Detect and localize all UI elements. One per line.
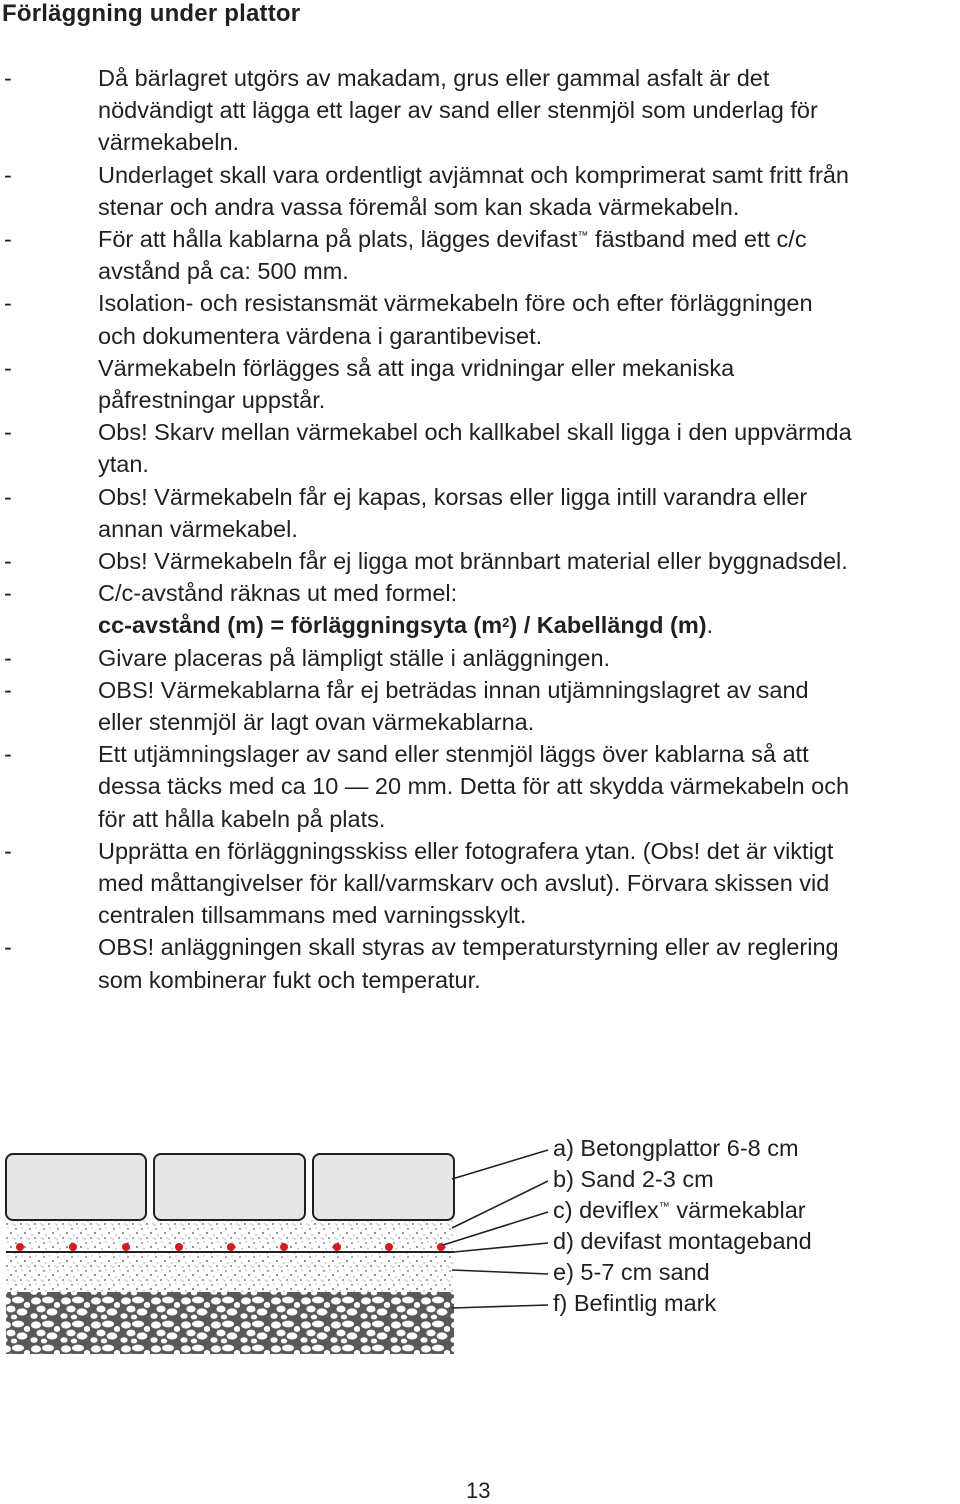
leader-line: [452, 1150, 548, 1179]
item-text-segment: fästband med ett c/c: [588, 226, 807, 253]
bullet-dash: -: [4, 65, 12, 91]
leader-line: [443, 1212, 548, 1245]
item-text: annan värmekabel.: [98, 515, 298, 542]
formula-text: cc-avstånd (m) = förläggningsyta (m: [98, 612, 503, 639]
leader-line: [452, 1305, 548, 1308]
heating-cable: [385, 1243, 393, 1251]
heating-cable: [227, 1243, 235, 1251]
item-text: värmekabeln.: [98, 129, 240, 156]
heating-cable: [122, 1243, 130, 1251]
heating-cable: [16, 1243, 24, 1251]
item-text: Obs! Värmekabeln får ej ligga mot brännbart material eller byggnadsdel.: [98, 548, 848, 575]
item-text-segment: För att hålla kablarna på plats, lägges devifast: [98, 226, 578, 253]
item-text: avstånd på ca: 500 mm.: [98, 258, 349, 285]
item-text: Givare placeras på lämpligt ställe i anläggningen.: [98, 644, 611, 671]
list-item: [0, 159, 960, 223]
list-item: [0, 287, 960, 351]
item-text: påfrestningar uppstår.: [98, 387, 326, 414]
bullet-dash: -: [4, 837, 12, 864]
concrete-slab: [313, 1154, 454, 1220]
item-text: nödvändigt att lägga ett lager av sand eller stenmjöl som underlag för: [98, 97, 818, 124]
legend-item: b) Sand 2-3 cm: [553, 1166, 714, 1192]
bullet-dash: -: [4, 226, 12, 253]
concrete-slab: [154, 1154, 305, 1220]
item-text: [98, 223, 960, 255]
item-text: dessa täcks med ca 10 — 20 mm. Detta för att skydda värmekabeln och: [98, 773, 850, 800]
item-text: Värmekabeln förlägges så att inga vridningar eller mekaniska: [98, 354, 735, 381]
list-item: [0, 545, 960, 577]
bullet-dash: -: [4, 934, 12, 961]
list-item: [0, 481, 960, 545]
item-text: Underlaget skall vara ordentligt avjämnat och komprimerat samt fritt från: [98, 161, 850, 188]
bullet-dash: -: [4, 644, 12, 671]
bullet-dash: -: [4, 161, 12, 188]
superscript-two: 2: [502, 615, 510, 631]
legend-item: e) 5-7 cm sand: [553, 1259, 710, 1285]
bullet-dash: -: [4, 354, 12, 381]
item-text: Ett utjämningslager av sand eller stenmjöl läggs över kablarna så att: [98, 741, 809, 768]
item-text: Obs! Skarv mellan värmekabel och kallkabel skall ligga i den uppvärmda: [98, 419, 852, 446]
list-item: [0, 352, 960, 416]
leader-line: [452, 1270, 548, 1274]
instruction-list: [0, 62, 960, 996]
bullet-dash: -: [4, 548, 12, 575]
trademark-symbol: ™: [658, 1201, 670, 1213]
legend-text-segment: värmekablar: [669, 1197, 806, 1223]
item-text: C/c-avstånd räknas ut med formel:: [98, 580, 458, 607]
formula-period: .: [706, 612, 714, 639]
diagram-legend: [553, 1133, 812, 1319]
item-text: Då bärlagret utgörs av makadam, grus eller gammal asfalt är det: [98, 65, 770, 91]
item-text: med måttangivelser för kall/varmskarv och avslut). Förvara skissen vid: [98, 870, 830, 897]
list-item: [0, 642, 960, 674]
item-text: OBS! Värmekablarna får ej beträdas innan utjämningslagret av sand: [98, 676, 809, 703]
formula-line: [98, 609, 960, 641]
legend-item: f) Befintlig mark: [553, 1290, 717, 1316]
heating-cable: [69, 1243, 77, 1251]
item-text: som kombinerar fukt och temperatur.: [98, 966, 481, 993]
list-item: [0, 577, 960, 641]
item-text: eller stenmjöl är lagt ovan värmekablarna.: [98, 709, 535, 736]
list-item: [0, 62, 960, 159]
list-item: [0, 835, 960, 932]
bullet-dash: -: [4, 290, 12, 317]
item-text: OBS! anläggningen skall styras av temperaturstyrning eller av reglering: [98, 934, 839, 961]
heating-cable: [175, 1243, 183, 1251]
item-text: Obs! Värmekabeln får ej kapas, korsas eller ligga intill varandra eller: [98, 483, 808, 510]
bullet-dash: -: [4, 580, 12, 607]
leader-line: [452, 1181, 548, 1228]
legend-item: [553, 1195, 812, 1226]
item-text: centralen tillsammans med varningsskylt.: [98, 902, 527, 929]
item-text: stenar och andra vassa föremål som kan skada värmekabeln.: [98, 193, 740, 220]
item-text: ytan.: [98, 451, 149, 478]
item-text: Upprätta en förläggningsskiss eller fotografera ytan. (Obs! det är viktigt: [98, 837, 834, 864]
trademark-symbol: ™: [577, 230, 589, 243]
bullet-dash: -: [4, 483, 12, 510]
sand-layer-lower: [6, 1252, 454, 1292]
formula-text: ) / Kabellängd (m): [509, 612, 707, 639]
ground-layer: [6, 1292, 454, 1354]
page-title: Förläggning under plattor: [2, 0, 301, 27]
concrete-slab: [6, 1154, 146, 1220]
legend-item: a) Betongplattor 6-8 cm: [553, 1135, 799, 1161]
list-item: [0, 416, 960, 480]
heating-cable: [333, 1243, 341, 1251]
list-item: [0, 738, 960, 835]
item-text: Isolation- och resistansmät värmekabeln före och efter förläggningen: [98, 290, 813, 317]
legend-text-segment: c) deviflex: [553, 1197, 659, 1223]
heating-cable: [280, 1243, 288, 1251]
list-item: [0, 931, 960, 995]
page-number: 13: [466, 1478, 491, 1503]
bullet-dash: -: [4, 419, 12, 446]
bullet-dash: -: [4, 676, 12, 703]
cross-section-diagram: [0, 1128, 960, 1358]
leader-line: [454, 1243, 548, 1252]
legend-item: d) devifast montageband: [553, 1228, 812, 1254]
bullet-dash: -: [4, 741, 12, 768]
list-item: [0, 223, 960, 287]
list-item: [0, 674, 960, 738]
item-text: och dokumentera värdena i garantibeviset.: [98, 322, 543, 349]
item-text: för att hålla kabeln på plats.: [98, 805, 386, 832]
